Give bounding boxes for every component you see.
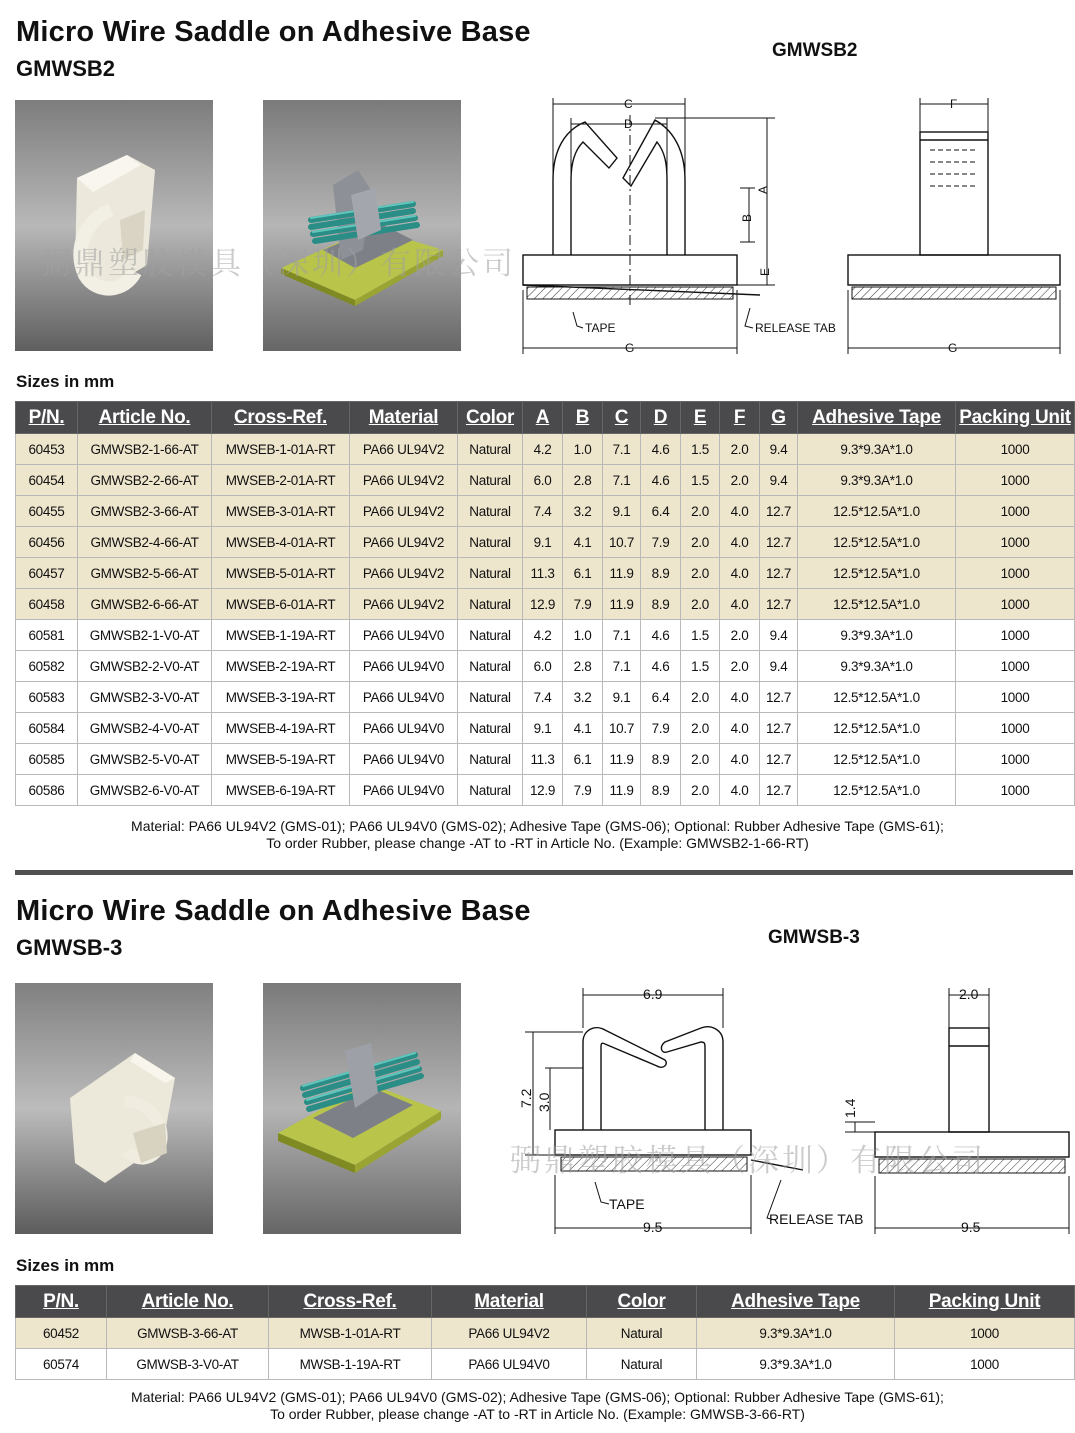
table-cell: 4.1 [563, 713, 603, 744]
table-cell: PA66 UL94V0 [350, 682, 458, 713]
section1-sizes-label: Sizes in mm [16, 372, 115, 391]
table-cell: MWSEB-2-19A-RT [212, 651, 350, 682]
table-cell: 2.0 [681, 744, 720, 775]
table-cell: PA66 UL94V2 [350, 465, 458, 496]
table-cell: 7.9 [641, 527, 681, 558]
dim-gap: 3.0 [536, 1092, 552, 1112]
table-cell: 1000 [956, 589, 1075, 620]
technical-drawing-front [505, 90, 855, 360]
section1-note [0, 818, 1075, 852]
table-cell: 12.7 [760, 527, 798, 558]
table-row [16, 434, 1075, 465]
table-cell: 60457 [16, 558, 78, 589]
table-cell: PA66 UL94V2 [350, 496, 458, 527]
table-cell: PA66 UL94V2 [350, 527, 458, 558]
column-header: Color [587, 1286, 697, 1318]
table-cell: 11.9 [603, 558, 641, 589]
dim-c: C [624, 97, 633, 111]
table-cell: 9.3*9.3A*1.0 [798, 651, 956, 682]
watermark-2: 弼鼎塑胶模具（深圳）有限公司 [510, 1143, 986, 1179]
table-cell: 11.9 [603, 589, 641, 620]
table-cell: PA66 UL94V0 [350, 620, 458, 651]
table-cell: 2.0 [681, 527, 720, 558]
table-cell: 8.9 [641, 775, 681, 806]
table-cell: GMWSB-3-V0-AT [107, 1349, 269, 1380]
dim-len2: 9.5 [961, 1219, 981, 1235]
table-cell: MWSB-1-01A-RT [269, 1318, 432, 1349]
table-cell: 2.0 [720, 465, 760, 496]
table-cell: PA66 UL94V2 [350, 589, 458, 620]
table-cell: 60455 [16, 496, 78, 527]
table-cell: 60452 [16, 1318, 107, 1349]
column-header: Color [458, 402, 523, 434]
section-divider [15, 870, 1073, 875]
table-cell: 1000 [956, 713, 1075, 744]
table-cell: 4.0 [720, 682, 760, 713]
table-cell: Natural [458, 465, 523, 496]
section1-note-line1: Material: PA66 UL94V2 (GMS-01); PA66 UL94V0 (GMS-02); Adhesive Tape (GMS-06); Optional: Rubber Adhesive Tape (GMS-61); [131, 818, 944, 834]
table-cell: GMWSB2-3-V0-AT [78, 682, 212, 713]
table-cell: 11.9 [603, 744, 641, 775]
column-header: Packing Unit [895, 1286, 1075, 1318]
table-cell: 1000 [956, 527, 1075, 558]
table-cell: 12.5*12.5A*1.0 [798, 744, 956, 775]
table-cell: 9.4 [760, 651, 798, 682]
table-cell: 11.3 [523, 558, 563, 589]
dim-g-side: G [948, 341, 958, 355]
table-cell: 1.5 [681, 465, 720, 496]
section1-subtitle: GMWSB2 [16, 56, 115, 81]
table-cell: MWSEB-2-01A-RT [212, 465, 350, 496]
table-cell: GMWSB2-4-V0-AT [78, 713, 212, 744]
column-header: E [681, 402, 720, 434]
tape-label: TAPE [585, 321, 616, 335]
table-cell: GMWSB2-1-V0-AT [78, 620, 212, 651]
table-cell: 60574 [16, 1349, 107, 1380]
table-cell: 6.0 [523, 465, 563, 496]
table-cell: 6.4 [641, 496, 681, 527]
table-row [16, 1349, 1075, 1380]
table-cell: PA66 UL94V2 [350, 558, 458, 589]
table-cell: 12.7 [760, 744, 798, 775]
table-cell: 1000 [895, 1349, 1075, 1380]
table-cell: 3.2 [563, 682, 603, 713]
table-cell: 9.1 [603, 496, 641, 527]
table-cell: MWSEB-3-01A-RT [212, 496, 350, 527]
table-cell: 1.5 [681, 651, 720, 682]
table-cell: 7.9 [563, 589, 603, 620]
table-cell: 60582 [16, 651, 78, 682]
section2-note [0, 1389, 1075, 1423]
section2-sizes-label: Sizes in mm [16, 1256, 115, 1275]
table-cell: MWSEB-5-19A-RT [212, 744, 350, 775]
dim-thick: 2.0 [959, 986, 979, 1002]
table-cell: Natural [458, 682, 523, 713]
table-row [16, 651, 1075, 682]
table-cell: Natural [458, 558, 523, 589]
table-cell: GMWSB2-6-66-AT [78, 589, 212, 620]
table-cell: 1000 [956, 620, 1075, 651]
table-cell: Natural [458, 744, 523, 775]
column-header: Material [432, 1286, 587, 1318]
table-cell: 4.0 [720, 558, 760, 589]
section2-note-line1: Material: PA66 UL94V2 (GMS-01); PA66 UL94V0 (GMS-02); Adhesive Tape (GMS-06); Optional: Rubber Adhesive Tape (GMS-61); [131, 1389, 944, 1405]
table-cell: 2.0 [681, 713, 720, 744]
table-cell: 9.3*9.3A*1.0 [798, 620, 956, 651]
table-cell: 12.9 [523, 775, 563, 806]
table-cell: MWSEB-4-01A-RT [212, 527, 350, 558]
table-cell: MWSEB-6-01A-RT [212, 589, 350, 620]
section1-drawing-label: GMWSB2 [772, 40, 858, 61]
table-cell: MWSEB-3-19A-RT [212, 682, 350, 713]
table-cell: 60585 [16, 744, 78, 775]
table-cell: MWSEB-4-19A-RT [212, 713, 350, 744]
table-cell: 12.5*12.5A*1.0 [798, 682, 956, 713]
table-cell: 9.3*9.3A*1.0 [798, 465, 956, 496]
table-cell: Natural [458, 713, 523, 744]
table-cell: GMWSB2-1-66-AT [78, 434, 212, 465]
table-cell: 4.0 [720, 713, 760, 744]
table-cell: 12.7 [760, 775, 798, 806]
table-row [16, 496, 1075, 527]
table-cell: 1000 [895, 1318, 1075, 1349]
column-header: C [603, 402, 641, 434]
table-cell: 4.2 [523, 434, 563, 465]
table-cell: 1000 [956, 651, 1075, 682]
section2-title: Micro Wire Saddle on Adhesive Base [16, 895, 531, 927]
section2-note-line2: To order Rubber, please change -AT to -RT in Article No. (Example: GMWSB-3-66-RT) [270, 1406, 805, 1422]
release-tab-label-3: RELEASE TAB [769, 1211, 864, 1227]
dim-a: A [756, 185, 770, 194]
table-row [16, 527, 1075, 558]
column-header: Adhesive Tape [697, 1286, 895, 1318]
table-cell: 9.1 [523, 713, 563, 744]
table-cell: Natural [458, 496, 523, 527]
column-header: A [523, 402, 563, 434]
table-cell: 60456 [16, 527, 78, 558]
table-row [16, 713, 1075, 744]
dim-e: E [758, 267, 772, 276]
table-row [16, 558, 1075, 589]
column-header: Article No. [107, 1286, 269, 1318]
table-row [16, 1318, 1075, 1349]
table-cell: 6.0 [523, 651, 563, 682]
table-cell: PA66 UL94V0 [350, 744, 458, 775]
table-cell: Natural [587, 1349, 697, 1380]
table-cell: 12.5*12.5A*1.0 [798, 496, 956, 527]
table-cell: 8.9 [641, 589, 681, 620]
table-cell: 9.3*9.3A*1.0 [697, 1318, 895, 1349]
table-cell: 4.6 [641, 620, 681, 651]
table-cell: 12.7 [760, 682, 798, 713]
table-cell: GMWSB-3-66-AT [107, 1318, 269, 1349]
table-cell: 2.0 [720, 651, 760, 682]
table-cell: 4.0 [720, 589, 760, 620]
column-header: Material [350, 402, 458, 434]
table-cell: 7.9 [563, 775, 603, 806]
table-cell: 4.2 [523, 620, 563, 651]
table-cell: 7.1 [603, 434, 641, 465]
table-cell: 1000 [956, 496, 1075, 527]
table-cell: 7.1 [603, 620, 641, 651]
table-cell: 2.8 [563, 465, 603, 496]
table-cell: 9.1 [523, 527, 563, 558]
table-cell: 6.1 [563, 558, 603, 589]
table-cell: Natural [458, 620, 523, 651]
table-cell: 11.9 [603, 775, 641, 806]
table-cell: 12.7 [760, 713, 798, 744]
table-cell: 60581 [16, 620, 78, 651]
table-cell: 2.8 [563, 651, 603, 682]
table-cell: 1000 [956, 775, 1075, 806]
table-cell: GMWSB2-2-V0-AT [78, 651, 212, 682]
table-row [16, 589, 1075, 620]
column-header: Adhesive Tape [798, 402, 956, 434]
table-cell: 10.7 [603, 713, 641, 744]
table-cell: 60583 [16, 682, 78, 713]
table-cell: 2.0 [720, 620, 760, 651]
table-cell: 2.0 [720, 434, 760, 465]
table-cell: 60586 [16, 775, 78, 806]
dim-d: D [624, 117, 633, 131]
table-cell: 1000 [956, 558, 1075, 589]
column-header: Article No. [78, 402, 212, 434]
table-cell: GMWSB2-6-V0-AT [78, 775, 212, 806]
table-cell: MWSEB-1-19A-RT [212, 620, 350, 651]
table-cell: 1.5 [681, 620, 720, 651]
table-cell: GMWSB2-2-66-AT [78, 465, 212, 496]
table-cell: PA66 UL94V2 [432, 1318, 587, 1349]
table-cell: 12.5*12.5A*1.0 [798, 713, 956, 744]
table-cell: 12.7 [760, 558, 798, 589]
table-cell: 12.9 [523, 589, 563, 620]
section2-subtitle: GMWSB-3 [16, 935, 123, 960]
column-header: F [720, 402, 760, 434]
dim-width: 6.9 [643, 986, 663, 1002]
column-header: D [641, 402, 681, 434]
table-cell: MWSEB-1-01A-RT [212, 434, 350, 465]
table-cell: Natural [458, 527, 523, 558]
table-row [16, 465, 1075, 496]
technical-drawing-side-3 [835, 980, 1070, 1240]
dim-len1: 9.5 [643, 1219, 663, 1235]
table-cell: 12.5*12.5A*1.0 [798, 527, 956, 558]
table-cell: 9.4 [760, 434, 798, 465]
table-cell: 2.0 [681, 682, 720, 713]
watermark: 弼鼎塑胶模具（深圳）有限公司 [40, 246, 516, 282]
spec-table-gmwsb3 [15, 1285, 1075, 1380]
table-cell: 60453 [16, 434, 78, 465]
section2-drawing-label: GMWSB-3 [768, 927, 860, 948]
table-cell: MWSEB-6-19A-RT [212, 775, 350, 806]
technical-drawing-side [840, 90, 1070, 360]
table-cell: 4.6 [641, 434, 681, 465]
section1-title: Micro Wire Saddle on Adhesive Base [16, 16, 531, 48]
table-cell: 6.4 [641, 682, 681, 713]
table-cell: 7.4 [523, 682, 563, 713]
table-cell: 60458 [16, 589, 78, 620]
section1-note-line2: To order Rubber, please change -AT to -RT in Article No. (Example: GMWSB2-1-66-RT) [266, 835, 809, 851]
dim-base: 1.4 [842, 1098, 858, 1118]
column-header: Cross-Ref. [269, 1286, 432, 1318]
spec-table-gmwsb2 [15, 401, 1075, 806]
table-cell: 9.1 [603, 682, 641, 713]
table-cell: PA66 UL94V2 [350, 434, 458, 465]
table-cell: 12.5*12.5A*1.0 [798, 589, 956, 620]
table-cell: 12.5*12.5A*1.0 [798, 558, 956, 589]
table-cell: 3.2 [563, 496, 603, 527]
table-cell: 60584 [16, 713, 78, 744]
product-photo-render-3 [263, 983, 461, 1234]
column-header: Packing Unit [956, 402, 1075, 434]
column-header: P/N. [16, 1286, 107, 1318]
table-cell: PA66 UL94V0 [350, 651, 458, 682]
table-cell: MWSB-1-19A-RT [269, 1349, 432, 1380]
dim-height: 7.2 [518, 1088, 534, 1108]
table-cell: 2.0 [681, 496, 720, 527]
table-cell: Natural [587, 1318, 697, 1349]
table-cell: GMWSB2-3-66-AT [78, 496, 212, 527]
column-header: Cross-Ref. [212, 402, 350, 434]
table-cell: 2.0 [681, 589, 720, 620]
table-cell: 7.1 [603, 651, 641, 682]
table-cell: GMWSB2-5-V0-AT [78, 744, 212, 775]
table-cell: 4.0 [720, 744, 760, 775]
release-tab-label: RELEASE TAB [755, 321, 836, 335]
table-cell: 4.6 [641, 465, 681, 496]
product-photo-saddle [15, 100, 213, 351]
table-cell: 60454 [16, 465, 78, 496]
dim-g: G [625, 341, 635, 355]
table-cell: 7.4 [523, 496, 563, 527]
table-cell: MWSEB-5-01A-RT [212, 558, 350, 589]
product-photo-saddle-3 [15, 983, 213, 1234]
tape-label-3: TAPE [609, 1196, 645, 1212]
table-cell: 1.0 [563, 620, 603, 651]
table-cell: 1000 [956, 682, 1075, 713]
table-cell: PA66 UL94V0 [350, 775, 458, 806]
column-header: B [563, 402, 603, 434]
table-cell: 8.9 [641, 558, 681, 589]
dim-b: B [740, 213, 754, 222]
table-cell: 12.7 [760, 496, 798, 527]
table-cell: 10.7 [603, 527, 641, 558]
table-cell: 2.0 [681, 775, 720, 806]
table-cell: 9.4 [760, 620, 798, 651]
table-cell: GMWSB2-5-66-AT [78, 558, 212, 589]
table-cell: PA66 UL94V0 [350, 713, 458, 744]
table-cell: PA66 UL94V0 [432, 1349, 587, 1380]
table-cell: 4.0 [720, 775, 760, 806]
table-cell: 4.1 [563, 527, 603, 558]
table-cell: 12.7 [760, 589, 798, 620]
table-cell: 9.4 [760, 465, 798, 496]
product-photo-render [263, 100, 461, 351]
table-cell: Natural [458, 589, 523, 620]
dim-f: F [950, 97, 958, 111]
table-cell: Natural [458, 775, 523, 806]
table-cell: GMWSB2-4-66-AT [78, 527, 212, 558]
table-cell: 6.1 [563, 744, 603, 775]
column-header: G [760, 402, 798, 434]
table-cell: 7.1 [603, 465, 641, 496]
table-cell: 4.6 [641, 651, 681, 682]
table-row [16, 744, 1075, 775]
column-header: P/N. [16, 402, 78, 434]
table-cell: Natural [458, 434, 523, 465]
table-cell: 1000 [956, 465, 1075, 496]
table-cell: 1000 [956, 434, 1075, 465]
table-cell: 11.3 [523, 744, 563, 775]
table-cell: 4.0 [720, 527, 760, 558]
table-row [16, 682, 1075, 713]
table-row [16, 775, 1075, 806]
table-cell: Natural [458, 651, 523, 682]
table-cell: 9.3*9.3A*1.0 [798, 434, 956, 465]
table-cell: 1000 [956, 744, 1075, 775]
table-cell: 9.3*9.3A*1.0 [697, 1349, 895, 1380]
table-cell: 1.0 [563, 434, 603, 465]
table-cell: 7.9 [641, 713, 681, 744]
table-cell: 1.5 [681, 434, 720, 465]
table-cell: 4.0 [720, 496, 760, 527]
table-cell: 2.0 [681, 558, 720, 589]
table-row [16, 620, 1075, 651]
table-cell: 8.9 [641, 744, 681, 775]
table-cell: 12.5*12.5A*1.0 [798, 775, 956, 806]
